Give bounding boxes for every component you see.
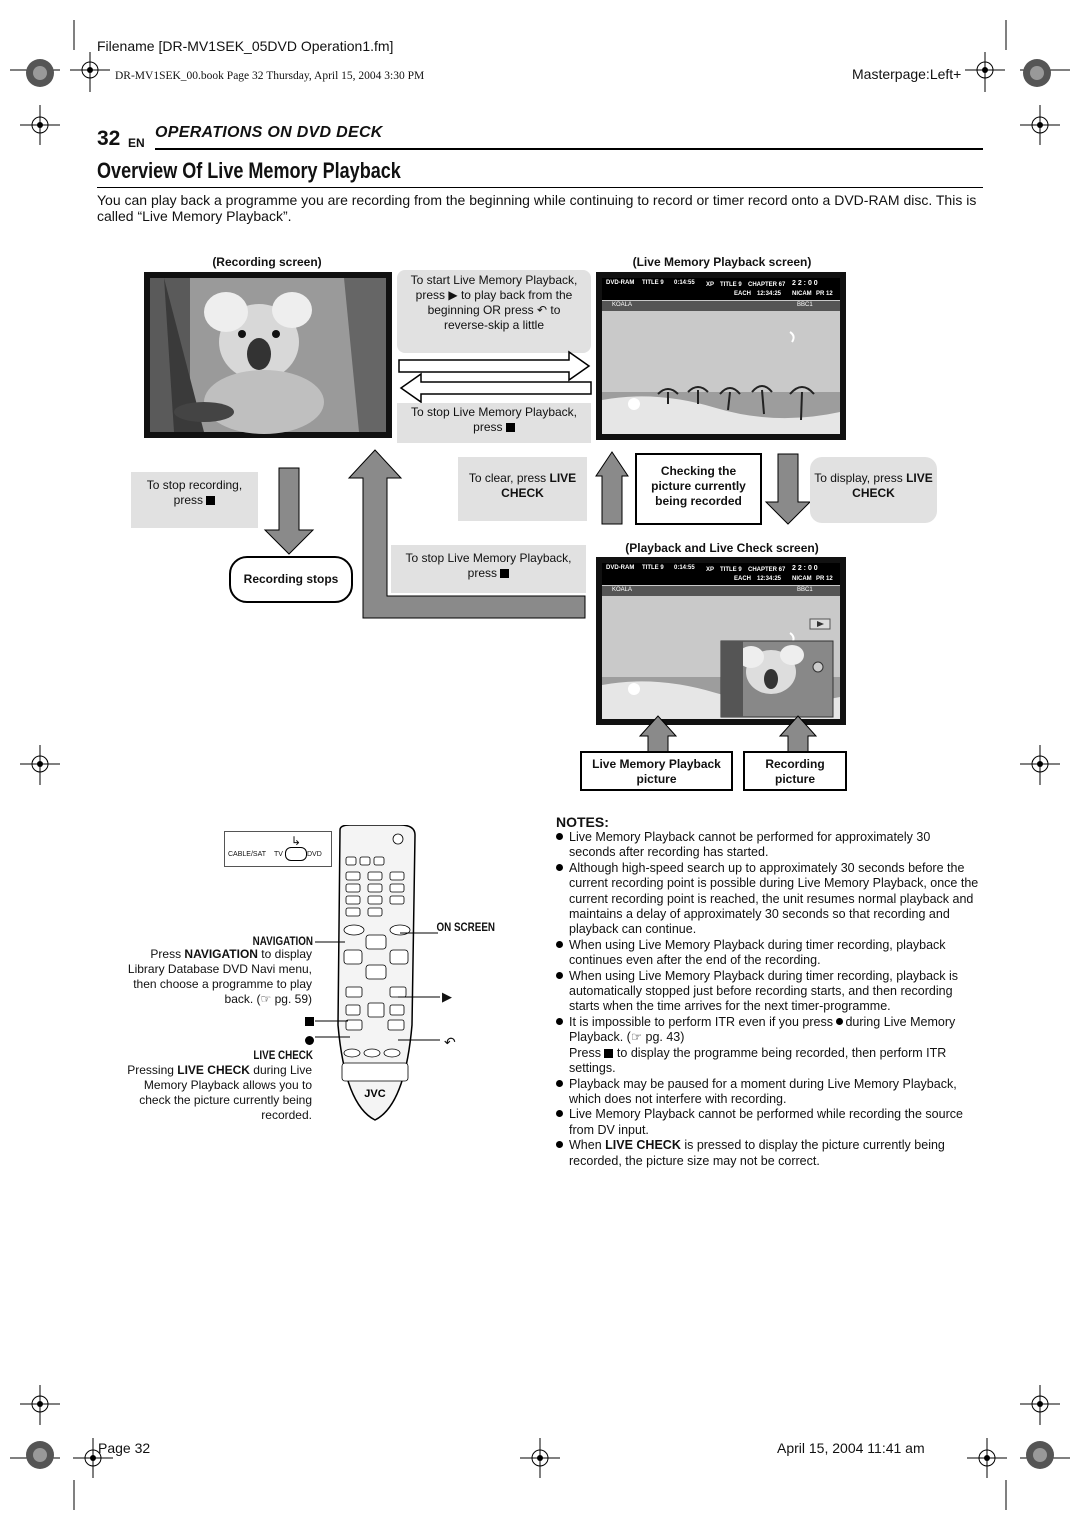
reverse-skip-icon: ↶ [444, 1034, 456, 1050]
osd-program-bar [602, 301, 840, 311]
osd-mode: XP [706, 282, 715, 288]
nav-line3: then choose a programme to play [133, 977, 312, 991]
osd-disc: DVD-RAM [606, 280, 635, 286]
switch-tv-label: TV [274, 851, 283, 858]
lc-line3: check the picture currently being [139, 1093, 312, 1107]
note-item: When LIVE CHECK is pressed to display the picture currently being recorded, the picture size may not be correct. [556, 1138, 980, 1169]
notes-list [556, 830, 980, 1169]
rec-picture-line1: Recording [765, 757, 825, 771]
osd-clock: 12:34:25 [757, 291, 782, 297]
rec-picture-line2: picture [774, 772, 815, 786]
osd-channel: PR 12 [816, 291, 833, 297]
checking-line2: picture currently [651, 479, 746, 493]
stop-lmp-instruction [397, 403, 591, 443]
note-item: Playback may be paused for a moment during Live Memory Playback, which does not interfere with recording. [556, 1077, 980, 1108]
lmp-picture-label [580, 751, 733, 791]
checking-line3: being recorded [655, 494, 742, 508]
footer-page: Page 32 [98, 1440, 151, 1456]
clear-instruction [458, 457, 587, 521]
page-title: Overview Of Live Memory Playback [97, 158, 401, 183]
koala-photo [144, 272, 392, 438]
lc-line1: Pressing [127, 1063, 178, 1077]
stop-lmp-press: press [473, 420, 503, 434]
page-number: 32 [97, 127, 121, 150]
display-live: LIVE [906, 471, 933, 485]
lmp-picture-line2: picture [636, 772, 677, 786]
start-lmp-line2: to play back from the [460, 288, 573, 302]
start-lmp-instruction [397, 270, 591, 353]
osd-each: EACH [734, 291, 752, 297]
note-item: Although high-speed search up to approximately 30 seconds before the current recording point is possible during Live Memory Playback, once the current recording point is reached, the unit resumes normal playback and maintains a delay of approximately 30 seconds so that recording and playback can continue. [556, 861, 980, 938]
live-check-description [100, 1063, 312, 1123]
osd-channel: PR 12 [816, 576, 833, 582]
notes-title: NOTES: [556, 814, 609, 830]
note-subitem: Press to display the programme being recorded, then perform ITR settings. [569, 1045, 947, 1076]
intro-paragraph: You can play back a programme you are recording from the beginning while continuing to record or timer record onto a DVD-RAM disc. This is called “Live Memory Playback”. [97, 192, 977, 224]
clear-check: CHECK [501, 486, 544, 500]
nav-bold: NAVIGATION [184, 947, 258, 961]
lmp-screen-caption: (Live Memory Playback screen) [632, 255, 812, 269]
osd-title2: TITLE 9 [720, 282, 742, 288]
lc-bold: LIVE CHECK [177, 1063, 250, 1077]
playback-check-screen [596, 557, 846, 725]
recording-picture-label [743, 751, 847, 791]
horizontal-arrows [397, 350, 593, 404]
recording-stops-label: Recording stops [229, 556, 353, 603]
osd-title2: TITLE 9 [720, 567, 742, 573]
note-item: Live Memory Playback cannot be performed for approximately 30 seconds after recording has started. [556, 830, 980, 861]
live-check-head: LIVE CHECK [253, 1048, 313, 1062]
clear-line1: To clear, press [468, 471, 550, 485]
osd-title: TITLE 9 [642, 280, 664, 286]
osd-program: KOALA [612, 302, 633, 308]
language-tag: EN [128, 136, 145, 150]
recording-screen-caption: (Recording screen) [212, 255, 322, 269]
stop-icon [206, 496, 215, 505]
stop-icon [500, 569, 509, 578]
stop-lmp-line1: To stop Live Memory Playback, [410, 405, 578, 419]
nav-line2: Library Database DVD Navi menu, [127, 962, 312, 976]
lc-line1b: during Live [249, 1063, 312, 1077]
checking-label [635, 453, 762, 525]
lc-line4: recorded. [261, 1108, 312, 1122]
play-icon: ▶ [442, 989, 452, 1004]
picture-pointer-arrows [620, 714, 820, 754]
stop-icon [305, 1017, 314, 1026]
stop-lmp2-press: press [467, 566, 497, 580]
start-lmp-line3: beginning OR press [427, 303, 534, 317]
osd-time: 0:14:55 [674, 280, 695, 286]
on-screen-label: ON SCREEN [436, 920, 495, 934]
play-icon: ▶ [448, 288, 458, 302]
osd-audio: NICAM [792, 576, 812, 582]
osd-station: BBC1 [797, 587, 813, 593]
osd-mode: XP [706, 567, 715, 573]
remote-brand: JVC [364, 1088, 386, 1100]
switch-dvd-label: DVD [307, 851, 322, 858]
mode-switch-panel [224, 831, 332, 867]
osd-chapter: CHAPTER 67 [748, 282, 786, 288]
osd-status-bar [602, 563, 840, 585]
arrow-icon: ↳ [291, 834, 302, 848]
osd-audio: NICAM [792, 291, 812, 297]
clear-live: LIVE [549, 471, 577, 485]
on-screen-label-left: NAVIGATION [252, 934, 313, 948]
osd-clock: 12:34:25 [757, 576, 782, 582]
stop-icon [604, 1049, 613, 1058]
osd-program: KOALA [612, 587, 633, 593]
lc-line2: Memory Playback allows you to [143, 1078, 312, 1092]
osd-big-clock: 2 2 : 0 0 [792, 565, 818, 572]
start-lmp-line4: reverse-skip a little [443, 318, 545, 332]
nav-line1: Press [150, 947, 185, 961]
display-line1: To display, press [814, 471, 907, 485]
note-item: It is impossible to perform ITR even if you press during Live Memory Playback. (☞ pg. 43) [556, 1015, 980, 1046]
record-icon [305, 1036, 314, 1045]
playback-check-caption: (Playback and Live Check screen) [625, 541, 819, 555]
navigation-description [100, 947, 312, 1007]
header-book-line: DR-MV1SEK_00.book Page 32 Thursday, April 15, 2004 3:30 PM [115, 70, 425, 82]
note-item: Live Memory Playback cannot be performed while recording the source from DV input. [556, 1107, 980, 1138]
osd-station: BBC1 [797, 302, 813, 308]
osd-program-bar [602, 586, 840, 596]
stop-lmp2-line1: To stop Live Memory Playback, [405, 551, 572, 565]
osd-status-bar [602, 278, 840, 300]
stop-rec-line1: To stop recording, [146, 478, 243, 492]
display-check: CHECK [852, 486, 895, 500]
osd-chapter: CHAPTER 67 [748, 567, 786, 573]
recording-screen [144, 272, 392, 438]
start-lmp-line1: To start Live Memory Playback, [410, 273, 578, 287]
section-rule [155, 148, 983, 150]
stop-recording-instruction [131, 472, 258, 528]
lmp-picture-line1: Live Memory Playback [592, 757, 721, 771]
start-lmp-press: press [415, 288, 446, 302]
mode-switch[interactable] [285, 847, 307, 861]
checking-line1: Checking the [660, 464, 737, 478]
note-item: When using Live Memory Playback during timer recording, playback continues even after the end of the recording. [556, 938, 980, 969]
nav-line4: back. (☞ pg. 59) [224, 992, 312, 1006]
remote-leader-lines [300, 920, 460, 1050]
stop-icon [506, 423, 515, 432]
stop-lmp-instruction-2 [391, 545, 586, 593]
stop-rec-press: press [173, 493, 203, 507]
header-filename: Filename [DR-MV1SEK_05DVD Operation1.fm] [97, 38, 394, 54]
note-item: When using Live Memory Playback during timer recording, playback is automatically stopped just before recording starts, and then recording starts when the time arrives for the next timer-programme. [556, 969, 980, 1015]
title-rule [97, 187, 983, 188]
record-icon [836, 1018, 843, 1025]
osd-big-clock: 2 2 : 0 0 [792, 280, 818, 287]
lmp-screen [596, 272, 846, 440]
osd-time: 0:14:55 [674, 565, 695, 571]
display-instruction [810, 457, 937, 523]
osd-each: EACH [734, 576, 752, 582]
footer-date: April 15, 2004 11:41 am [777, 1440, 925, 1456]
osd-title: TITLE 9 [642, 565, 664, 571]
header-masterpage: Masterpage:Left+ [852, 66, 962, 82]
reverse-skip-icon: ↶ [536, 303, 548, 317]
switch-cable-label: CABLE/SAT [228, 851, 266, 858]
osd-disc: DVD-RAM [606, 565, 635, 571]
start-lmp-to: to [550, 303, 561, 317]
section-title: OPERATIONS ON DVD DECK [155, 124, 383, 141]
nav-line1b: to display [257, 947, 312, 961]
